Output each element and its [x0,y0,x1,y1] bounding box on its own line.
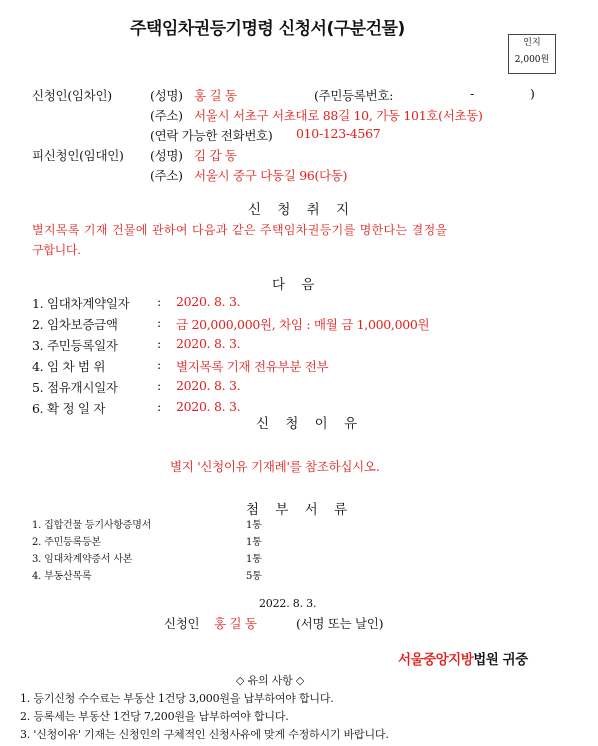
respondent-role: 피신청인(임대인) [32,148,124,163]
detail-label: 1. 임대차계약일자 [32,296,130,311]
detail-value: 2020. 8. 3. [176,378,241,393]
detail-colon: : [157,336,161,351]
attachment-count: 1통 [246,537,262,548]
applicant-rrn-dash: - [470,86,474,101]
reason-text: 별지 '신청이유 기재례'를 참조하십시오. [170,459,380,474]
detail-colon: : [157,294,161,309]
detail-colon: : [157,357,161,372]
note-item: 3. '신청이유' 기재는 신청인의 구체적인 신청사유에 맞게 수정하시기 바랍니다. [20,728,389,741]
details-heading: 다 음 [272,277,321,293]
court-name-suffix: 법원 귀중 [473,652,528,668]
applicant-phone-label: (연락 가능한 전화번호) [150,128,273,143]
respondent-address: 서울시 중구 다동길 96(다동) [194,168,348,183]
signature-name: 홍 길 동 [214,616,257,631]
attachment-count: 5통 [246,571,262,582]
detail-label: 6. 확 정 일 자 [32,401,106,416]
reason-heading: 신 청 이 유 [256,416,364,432]
detail-colon: : [157,399,161,414]
applicant-role: 신청인(임차인) [32,88,112,103]
detail-colon: : [157,378,161,393]
applicant-name: 홍 길 동 [194,88,237,103]
detail-label: 5. 점유개시일자 [32,380,118,395]
court-addressee [398,648,528,668]
purpose-heading: 신 청 취 지 [248,202,356,218]
attachment-name: 3. 임대차계약증서 사본 [32,554,133,565]
revenue-stamp-box [508,34,556,74]
attachments-heading: 첨 부 서 류 [246,502,354,518]
respondent-address-label: (주소) [150,168,183,183]
signature-label: 신청인 [164,616,200,631]
detail-label: 2. 임차보증금액 [32,317,118,332]
purpose-line-2: 구합니다. [32,243,81,257]
applicant-address: 서울시 서초구 서초대로 88길 10, 가동 101호(서초동) [194,108,483,123]
applicant-rrn-label: (주민등록번호: [314,88,394,103]
applicant-phone: 010-123-4567 [296,126,381,141]
stamp-label: 인지 [523,38,541,48]
applicant-rrn-close: ) [530,86,535,101]
attachment-name: 1. 집합건물 등기사항증명서 [32,520,152,531]
note-item: 1. 등기신청 수수료는 부동산 1건당 3,000원을 납부하여야 합니다. [20,692,334,705]
document-title: 주택임차권등기명령 신청서(구분건물) [130,19,405,39]
detail-value: 별지목록 기재 전유부분 전부 [176,359,329,374]
detail-label: 3. 주민등록일자 [32,338,118,353]
detail-value: 2020. 8. 3. [176,399,241,414]
detail-value: 2020. 8. 3. [176,336,241,351]
respondent-name-label: (성명) [150,148,183,163]
respondent-name: 김 갑 동 [194,148,237,163]
attachment-name: 4. 부동산목록 [32,571,92,582]
purpose-line-1: 별지목록 기재 건물에 관하여 다음과 같은 주택임차권등기를 명한다는 결정을 [32,223,448,237]
applicant-address-label: (주소) [150,108,183,123]
note-item: 2. 등록세는 부동산 1건당 7,200원을 납부하여야 합니다. [20,710,289,723]
signature-note: (서명 또는 날인) [296,616,384,631]
applicant-name-label: (성명) [150,88,183,103]
detail-colon: : [157,315,161,330]
signature-date: 2022. 8. 3. [259,597,317,610]
detail-value: 2020. 8. 3. [176,294,241,309]
detail-label: 4. 임 차 범 위 [32,359,106,374]
court-name-red: 서울중앙지방 [398,652,474,668]
attachment-count: 1통 [246,554,262,565]
notes-heading: ◇ 유의 사항 ◇ [236,674,305,687]
attachment-name: 2. 주민등록등본 [32,537,101,548]
attachment-count: 1통 [246,520,262,531]
detail-value: 금 20,000,000원, 차임 : 매월 금 1,000,000원 [176,317,430,332]
stamp-amount: 2,000원 [514,55,550,65]
